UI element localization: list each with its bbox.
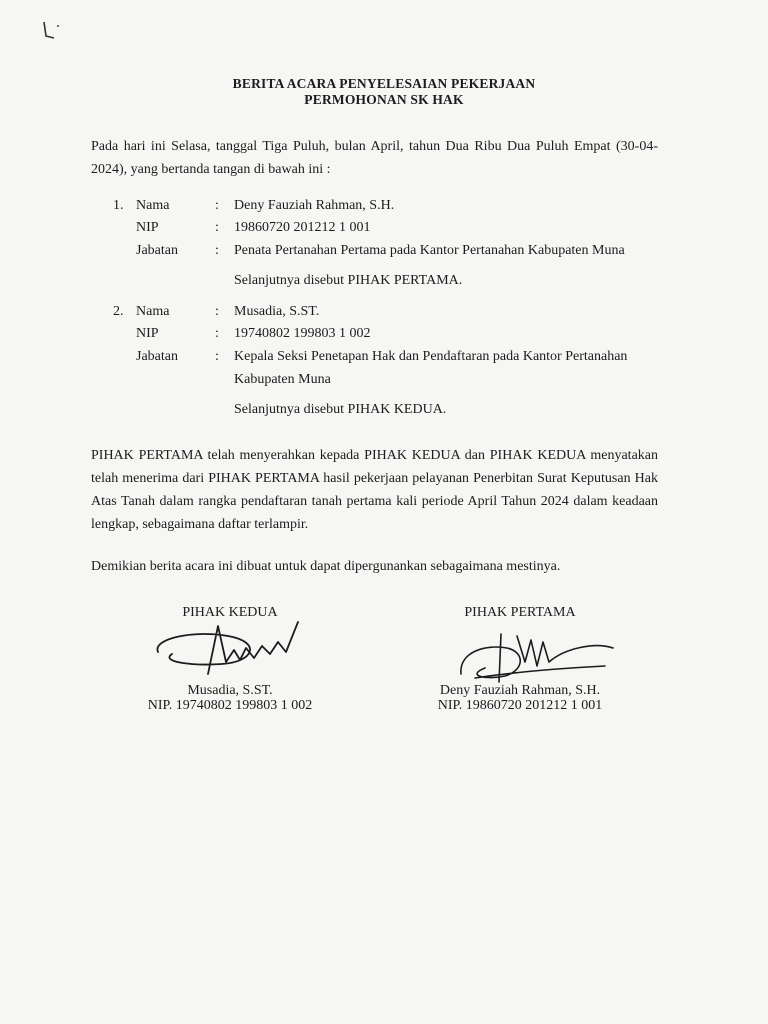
party-number: 1. — [113, 198, 124, 213]
scan-mark-icon — [30, 14, 70, 44]
party-1-position: Penata Pertanahan Pertama pada Kantor Pertanahan Kabupaten Muna — [234, 243, 625, 258]
name-label: Nama — [136, 304, 170, 319]
body-text: PIHAK PERTAMA telah menyerahkan kepada PIHAK KEDUA dan PIHAK KEDUA menyatakan telah menerima dari PIHAK PERTAMA hasil pekerjaan pelayanan Penerbitan Surat Keputusan Hak Atas Tanah dalam rangka pendaftaran tanah pertama kali periode April Tahun 2024 dalam keadaan lengkap, sebagaimana daftar terlampir. — [91, 448, 658, 532]
body-paragraph — [91, 444, 658, 536]
party-2-name: Musadia, S.ST. — [234, 304, 320, 319]
colon: : — [215, 349, 219, 364]
position-label: Jabatan — [136, 243, 178, 258]
intro-text: Pada hari ini Selasa, tanggal Tiga Puluh, bulan April, tahun Dua Ribu Dua Puluh Empat (30-04-2024), yang bertanda tangan di bawah ini : — [91, 139, 658, 177]
signature-left-nip: NIP. 19740802 199803 1 002 — [147, 698, 313, 713]
party-2-position-line1: Kepala Seksi Penetapan Hak dan Pendaftaran pada Kantor Pertanahan — [234, 349, 628, 364]
colon: : — [215, 220, 219, 235]
closing-text: Demikian berita acara ini dibuat untuk dapat dipergunankan sebagaimana mestinya. — [91, 559, 561, 574]
document-title-line2: PERMOHONAN SK HAK — [304, 92, 464, 107]
signature-left-name: Musadia, S.ST. — [187, 683, 273, 698]
signature-right-name: Deny Fauziah Rahman, S.H. — [439, 683, 601, 698]
party-1-designation: Selanjutnya disebut PIHAK PERTAMA. — [234, 273, 463, 288]
intro-paragraph — [91, 135, 658, 181]
nip-label: NIP — [136, 326, 159, 341]
party-1-nip: 19860720 201212 1 001 — [234, 220, 371, 235]
signature-right-nip: NIP. 19860720 201212 1 001 — [437, 698, 603, 713]
signature-musadia-icon — [150, 612, 300, 682]
colon: : — [215, 198, 219, 213]
party-number: 2. — [113, 304, 124, 319]
document-title-line1: BERITA ACARA PENYELESAIAN PEKERJAAN — [232, 76, 536, 91]
signature-left-role: PIHAK KEDUA — [182, 605, 278, 620]
party-2-position-line2: Kabupaten Muna — [234, 372, 331, 387]
closing-paragraph — [91, 555, 658, 578]
position-label: Jabatan — [136, 349, 178, 364]
colon: : — [215, 243, 219, 258]
party-2-designation: Selanjutnya disebut PIHAK KEDUA. — [234, 402, 447, 417]
nip-label: NIP — [136, 220, 159, 235]
party-1-name: Deny Fauziah Rahman, S.H. — [234, 198, 395, 213]
signature-right-role: PIHAK PERTAMA — [464, 605, 576, 620]
colon: : — [215, 304, 219, 319]
party-2-nip: 19740802 199803 1 002 — [234, 326, 371, 341]
name-label: Nama — [136, 198, 170, 213]
colon: : — [215, 326, 219, 341]
signature-deny-icon — [455, 622, 615, 690]
